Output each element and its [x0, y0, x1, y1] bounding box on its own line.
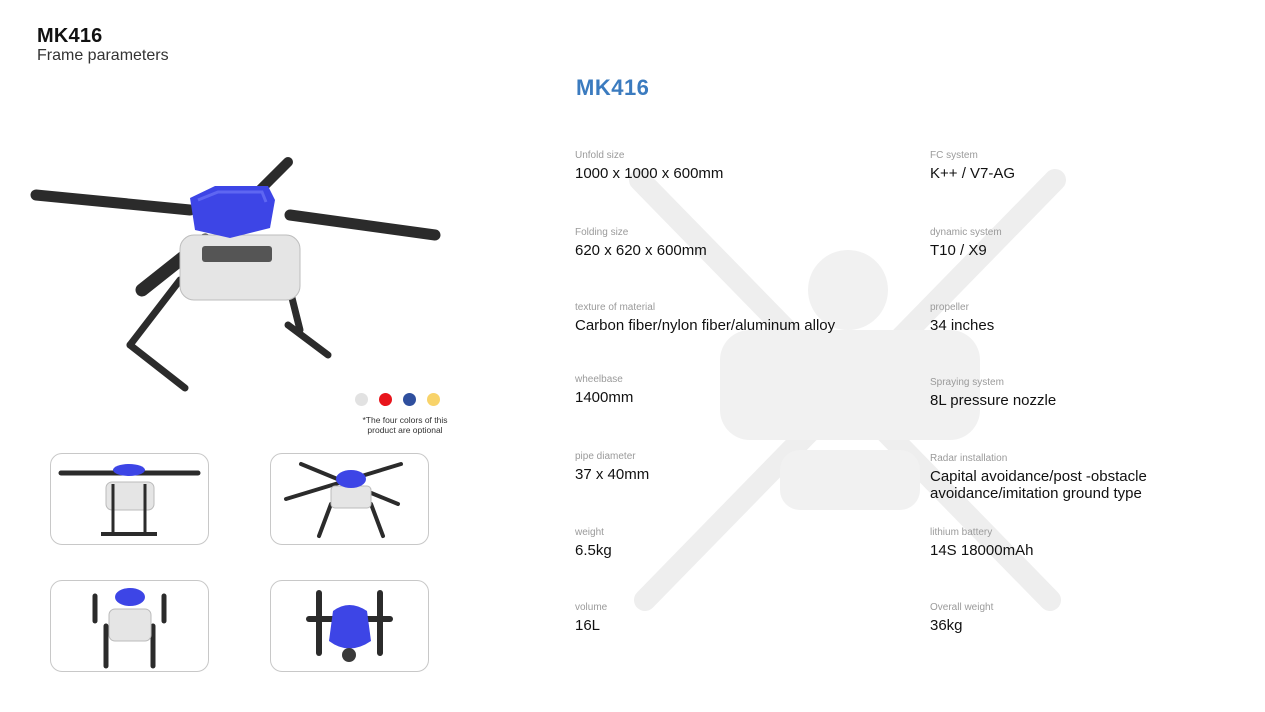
spec-value: 37 x 40mm: [575, 466, 650, 483]
drone-hero-image: [30, 150, 450, 400]
drone-thumbnail-front[interactable]: [50, 453, 209, 545]
page-title: MK416: [37, 25, 103, 47]
drone-folded-view-image: [51, 581, 208, 671]
spec-value: 620 x 620 x 600mm: [575, 242, 707, 259]
spec-value: 1000 x 1000 x 600mm: [575, 165, 724, 182]
spec-label: texture of material: [575, 302, 656, 313]
spec-label: pipe diameter: [575, 451, 636, 462]
color-swatches: [355, 393, 440, 406]
drone-top-view-image: [271, 581, 428, 671]
color-swatch-blue[interactable]: [403, 393, 416, 406]
spec-item: [575, 451, 649, 483]
spec-label: weight: [575, 527, 604, 538]
drone-thumbnail-perspective[interactable]: [270, 453, 429, 545]
spec-item: [575, 227, 707, 259]
color-swatch-red[interactable]: [379, 393, 392, 406]
color-swatch-yellow[interactable]: [427, 393, 440, 406]
spec-item: [930, 527, 1033, 559]
spec-label: wheelbase: [575, 374, 623, 385]
spec-value: 6.5kg: [575, 542, 612, 559]
product-title: MK416: [576, 75, 650, 100]
spec-label: dynamic system: [930, 227, 1002, 238]
spec-value: 34 inches: [930, 317, 995, 334]
spec-label: Spraying system: [930, 377, 1004, 388]
spec-label: FC system: [930, 150, 978, 161]
drone-thumbnail-top[interactable]: [270, 580, 429, 672]
spec-item: [575, 374, 633, 406]
page-subtitle: Frame parameters: [37, 47, 169, 64]
spec-label: Folding size: [575, 227, 629, 238]
spec-label: lithium battery: [930, 527, 993, 538]
spec-item: [575, 527, 612, 559]
spec-value: 1400mm: [575, 389, 634, 406]
spec-label: Radar installation: [930, 453, 1008, 464]
spec-item: [930, 150, 1015, 182]
spec-value: T10 / X9: [930, 242, 987, 259]
spec-label: volume: [575, 602, 608, 613]
spec-item: [575, 302, 835, 334]
drone-front-view-image: [51, 454, 208, 544]
spec-label: propeller: [930, 302, 969, 313]
spec-value: 8L pressure nozzle: [930, 392, 1057, 409]
spec-value: Capital avoidance/post -obstacle avoidance/imitation ground type: [930, 468, 1147, 502]
spec-item: [930, 227, 1002, 259]
spec-item: [930, 453, 1160, 502]
spec-item: [930, 377, 1056, 409]
drone-perspective-view-image: [271, 454, 428, 544]
color-note: *The four colors of this product are optional: [362, 415, 448, 435]
spec-item: [575, 150, 723, 182]
spec-value: 14S 18000mAh: [930, 542, 1034, 559]
spec-value: 36kg: [930, 617, 963, 634]
spec-value: 16L: [575, 617, 601, 634]
drone-thumbnail-folded[interactable]: [50, 580, 209, 672]
spec-item: [930, 602, 993, 634]
color-swatch-gray[interactable]: [355, 393, 368, 406]
spec-item: [575, 602, 607, 634]
spec-value: Carbon fiber/nylon fiber/aluminum alloy: [575, 317, 836, 334]
spec-label: Overall weight: [930, 602, 994, 613]
spec-value: K++ / V7-AG: [930, 165, 1016, 182]
spec-item: [930, 302, 994, 334]
spec-label: Unfold size: [575, 150, 625, 161]
